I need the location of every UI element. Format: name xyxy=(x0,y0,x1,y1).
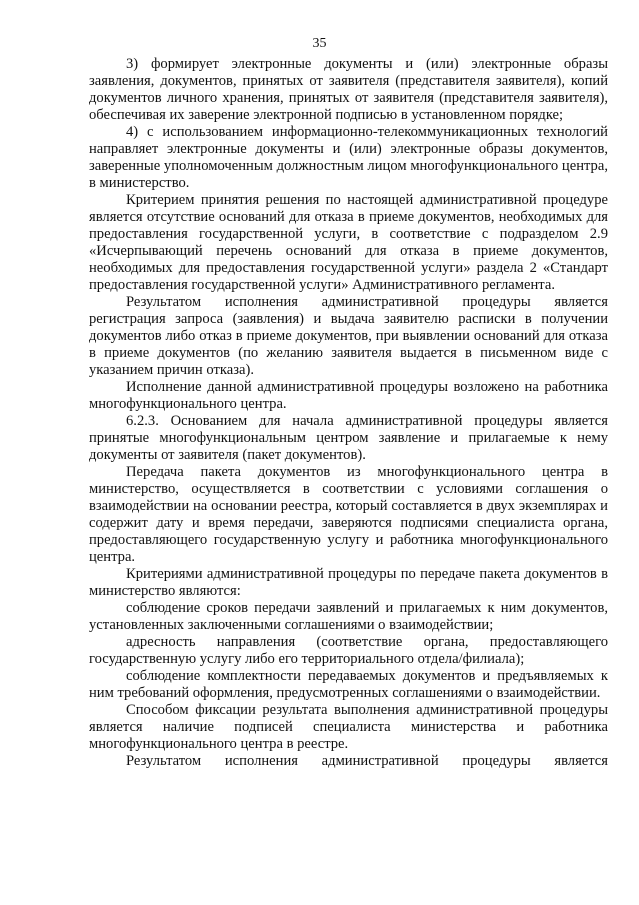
paragraph-transfer-criteria: Критериями административной процедуры по передаче пакета документов в министерство являются: xyxy=(89,566,608,599)
paragraph-criterion-completeness: соблюдение комплектности передаваемых документов и предъявляемых к ним требований оформления, предусмотренных соглашениями о взаимодействии. xyxy=(89,668,608,701)
paragraph-package-transfer: Передача пакета документов из многофункционального центра в министерство, осуществляется в соответствии с условиями соглашения о взаимодействии на основании реестра, который составляется в двух экземплярах и содержит дату и время передачи, заверяются подписями специалиста органа, предоставляющего государственную услугу и работника многофункционального центра. xyxy=(89,464,608,565)
paragraph-item-4: 4) с использованием информационно-телекоммуникационных технологий направляет электронные документы и (или) электронные образы документов, заверенные уполномоченным должностным лицом многофункционального центра, в министерство. xyxy=(89,124,608,191)
paragraph-criterion-deadlines: соблюдение сроков передачи заявлений и прилагаемых к ним документов, установленных заключенными соглашениями о взаимодействии; xyxy=(89,600,608,633)
paragraph-section-6-2-3: 6.2.3. Основанием для начала административной процедуры является принятые многофункциональным центром заявление и прилагаемые к нему документы от заявителя (пакет документов). xyxy=(89,413,608,463)
paragraph-procedure-result: Результатом исполнения административной процедуры является регистрация запроса (заявления) и выдача заявителю расписки в получении документов либо отказ в приеме документов, при выявлении оснований для отказа в приеме документов (по желанию заявителя выдается в письменном виде с указанием причин отказа). xyxy=(89,294,608,378)
paragraph-item-3: 3) формирует электронные документы и (или) электронные образы заявления, документов, принятых от заявителя (представителя заявителя), копий документов личного хранения, принятых от заявителя (представителя заявителя), обеспечивая их заверение электронной подписью в установленном порядке; xyxy=(89,56,608,123)
paragraph-fixation-method: Способом фиксации результата выполнения административной процедуры является наличие подписей специалиста министерства и работника многофункционального центра в реестре. xyxy=(89,702,608,752)
paragraph-acceptance-criterion: Критерием принятия решения по настоящей административной процедуре является отсутствие оснований для отказа в приеме документов, необходимых для предоставления государственной услуги, в соответствие с подразделом 2.9 «Исчерпывающий перечень оснований для отказа в приеме документов, необходимых для предоставления государственной услуги» раздела 2 «Стандарт предоставления государственной услуги» Административного регламента. xyxy=(89,192,608,293)
paragraph-criterion-addressing: адресность направления (соответствие органа, предоставляющего государственную услугу либо его территориального отдела/филиала); xyxy=(89,634,608,667)
paragraph-executor: Исполнение данной административной процедуры возложено на работника многофункционального центра. xyxy=(89,379,608,412)
paragraph-result-continued: Результатом исполнения административной процедуры является xyxy=(126,753,608,769)
page-number: 35 xyxy=(312,36,327,51)
document-body xyxy=(89,56,608,770)
